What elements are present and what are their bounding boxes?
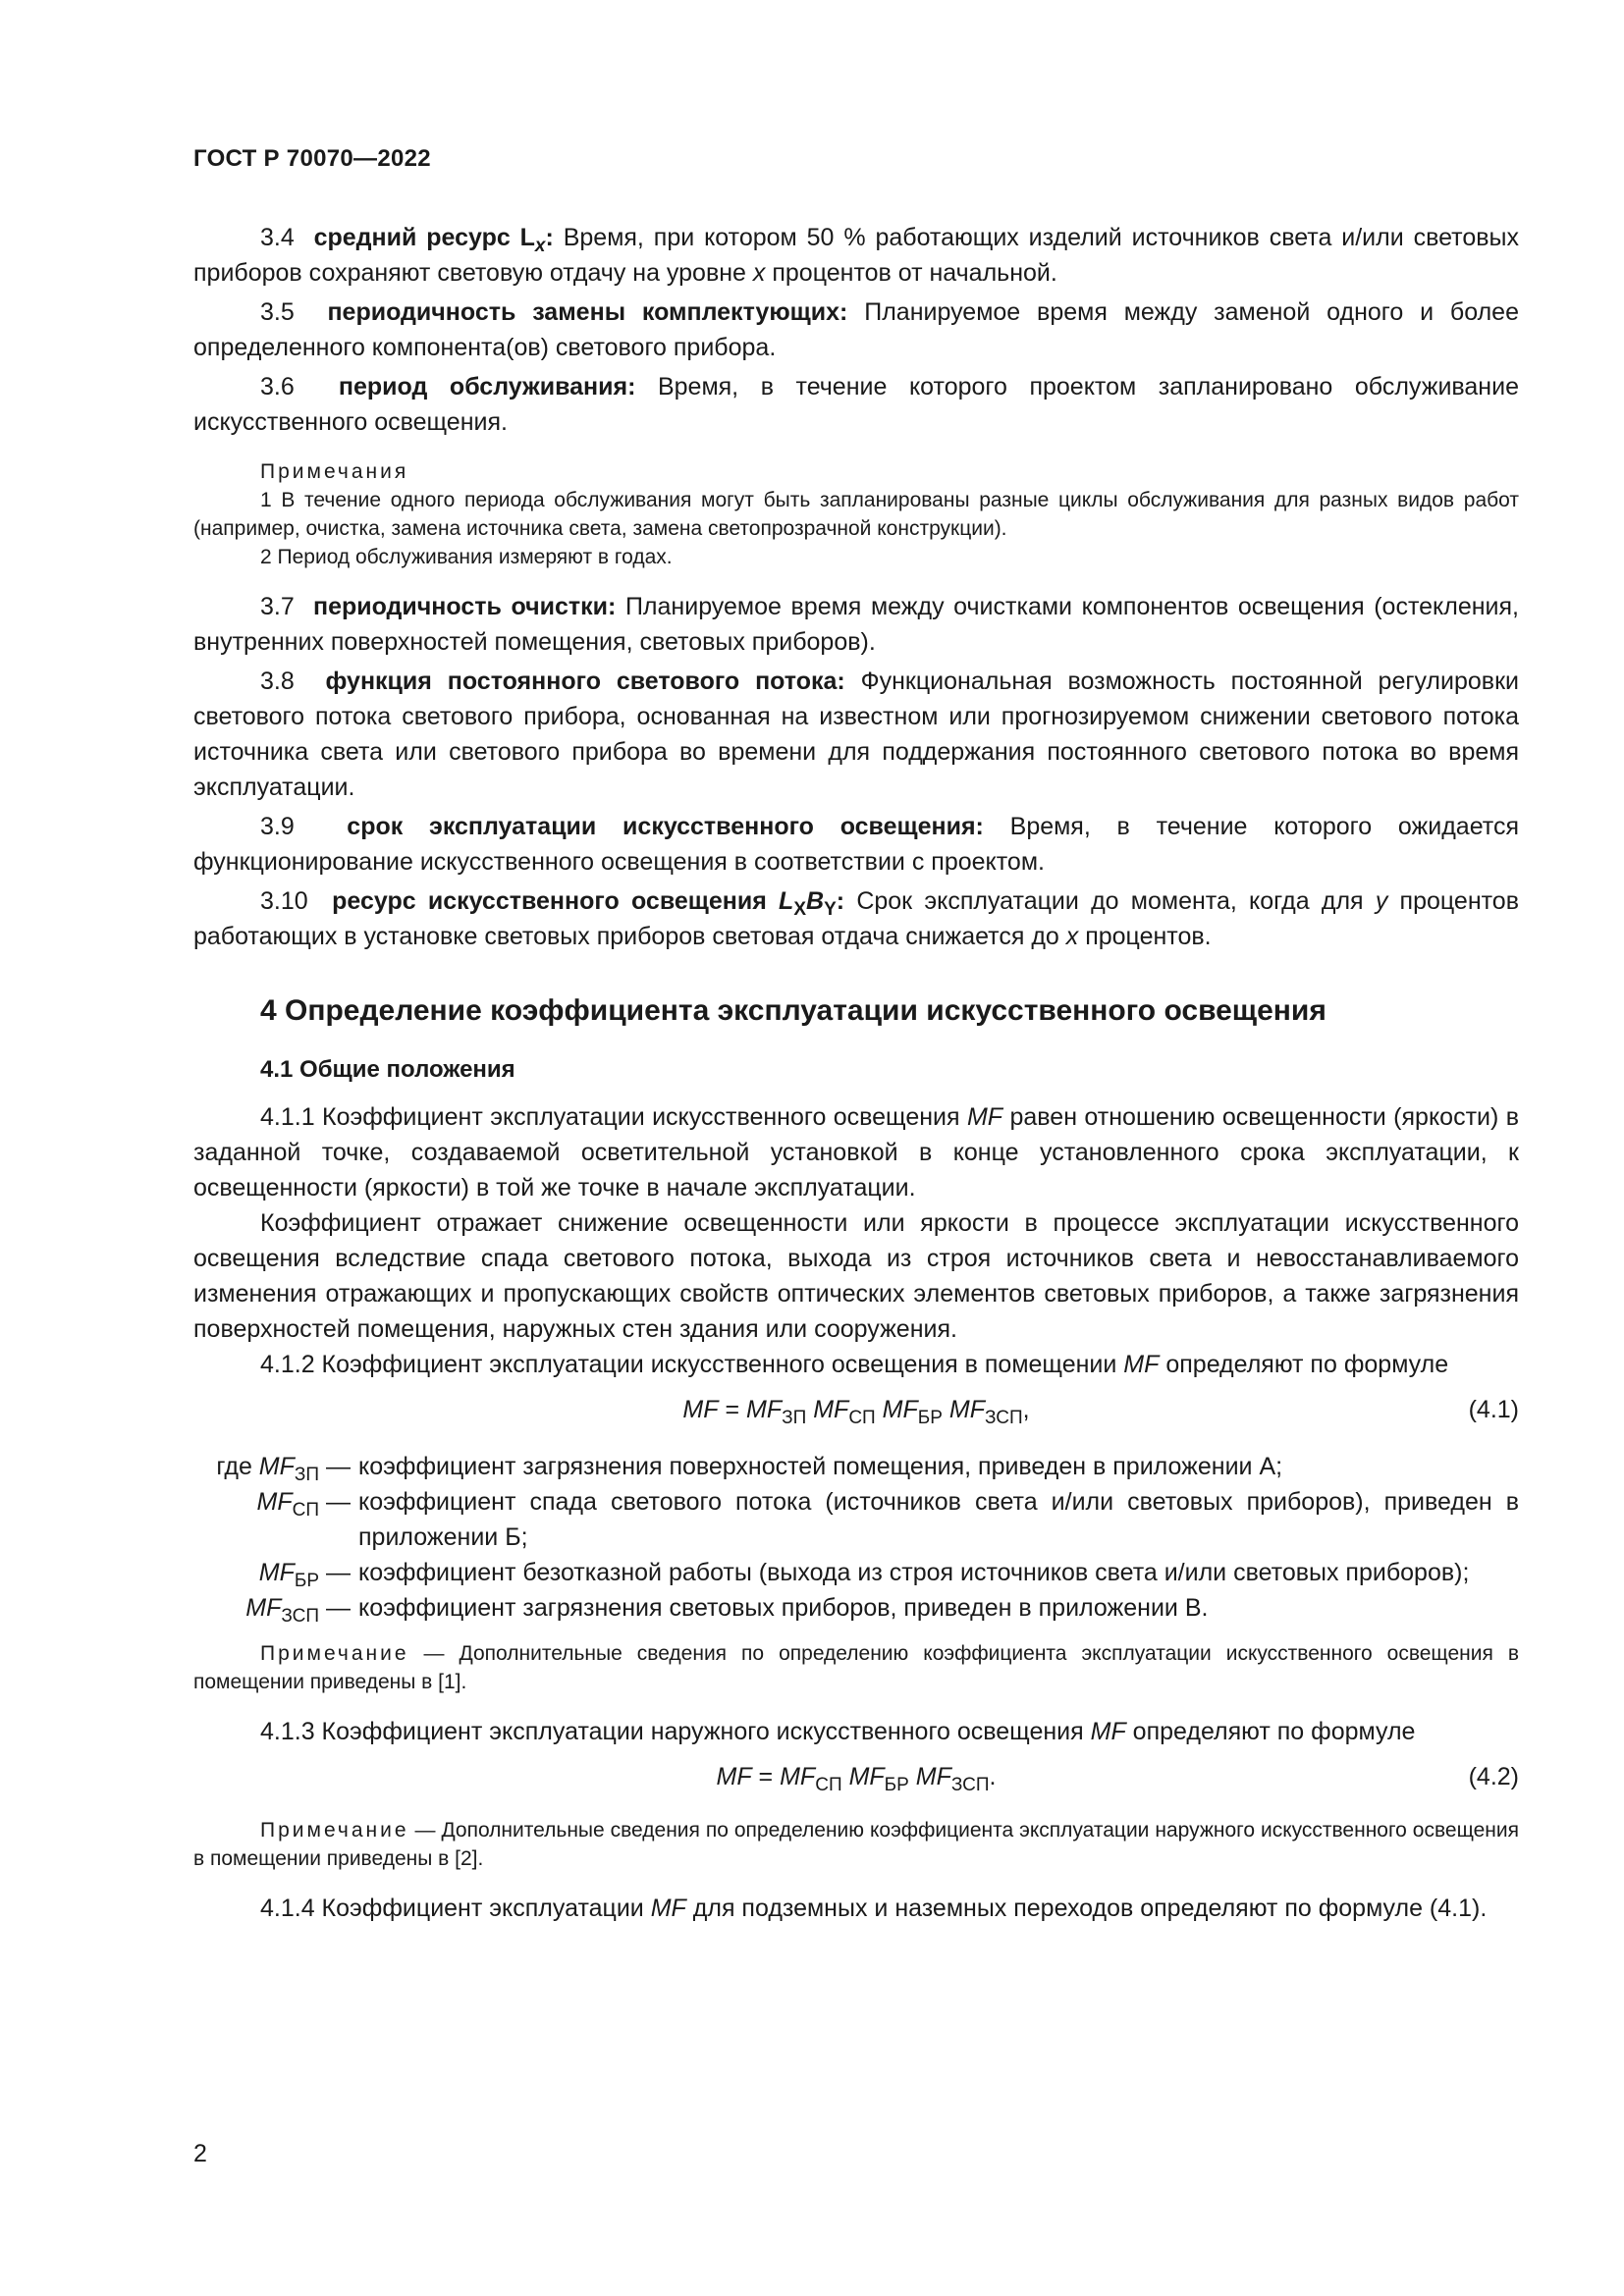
formula-number: (4.2) <box>1468 1763 1519 1790</box>
term-3-7: 3.7 периодичность очистки: Планируемое время между очистками компонентов освещения (остекления, внутренних поверхностей помещения, световых приборов). <box>193 593 1519 656</box>
note-4-1-2: Примечание — Дополнительные сведения по определению коэффициента эксплуатации искусственного освещения в помещении приведены в [1]. <box>193 1642 1519 1693</box>
document-header: ГОСТ Р 70070—2022 <box>193 145 431 172</box>
term-3-6: 3.6 период обслуживания: Время, в течение которого проектом запланировано обслуживание искусственного освещения. <box>193 373 1519 436</box>
formula-number: (4.1) <box>1468 1396 1519 1423</box>
term-3-10: 3.10 ресурс искусственного освещения $L_XB_Y$: Срок эксплуатации до момента, когда для y процентов работающих в установке световых приборов световая отдача снижается до x процентов. <box>193 887 1519 950</box>
para-4-1-2: 4.1.2 Коэффициент эксплуатации искусственного освещения в помещении MF определяют по формуле <box>260 1351 1449 1378</box>
term-3-8: 3.8 функция постоянного светового потока: Функциональная возможность постоянной регулировки светового потока светового прибора, основанная на известном или прогнозируемом снижении светового потока источника света или светового прибора во времени для поддержания постоянного светового потока во время эксплуатации. <box>193 667 1519 801</box>
notes-block <box>193 457 1519 571</box>
para-4-1-1: 4.1.1 Коэффициент эксплуатации искусственного освещения MF равен отношению освещенности (яркости) в заданной точке, создаваемой осветительной установкой в конце установленного срока эксплуатации, к освещенности (яркости) в той же точке в начале эксплуатации. <box>193 1103 1519 1201</box>
para-4-1-1-b: Коэффициент отражает снижение освещенности или яркости в процессе эксплуатации искусственного освещения вследствие спада светового потока, выхода из строя источников света и невосстанавливаемого изменения отражающих и пропускающих свойств оптических элементов световых приборов, а также загрязнения поверхностей помещения, наружных стен здания или сооружения. <box>193 1209 1519 1343</box>
def-text: коэффициент загрязнения поверхностей помещения, приведен в приложении А; <box>358 1453 1283 1480</box>
def-key: $MF_{СП}$ — <box>256 1488 351 1521</box>
page-number: 2 <box>193 2140 207 2167</box>
def-key: $MF_{БР}$ — <box>258 1559 351 1591</box>
note-item: 2 Период обслуживания измеряют в годах. <box>260 546 673 568</box>
notes-title: Примечания <box>260 460 409 483</box>
term-3-4: 3.4 средний ресурс $L_x$: Время, при котором 50 % работающих изделий источников света и/или световых приборов сохраняют световую отдачу на уровне x процентов от начальной. <box>193 224 1519 287</box>
formula-4-1 <box>193 1392 1519 1435</box>
section-4-heading: 4 Определение коэффициента эксплуатации искусственного освещения <box>260 994 1326 1027</box>
para-4-1-4: 4.1.4 Коэффициент эксплуатации MF для подземных и наземных переходов определяют по формуле (4.1). <box>260 1895 1488 1922</box>
formula-4-2 <box>193 1759 1519 1802</box>
term-3-5: 3.5 периодичность замены комплектующих: Планируемое время между заменой одного и более определенного компонента(ов) светового прибора. <box>193 298 1519 361</box>
formula-expression: MF = $MF_{ЗП}$ $MF_{СП}$ $MF_{БР}$ $MF_{ЗСП}$, <box>682 1396 1030 1428</box>
def-key: где $MF_{ЗП}$ — <box>216 1453 351 1485</box>
formula-definitions <box>193 1449 1519 1626</box>
note-item: 1 В течение одного периода обслуживания могут быть запланированы разные циклы обслуживания для разных видов работ (например, очистка, замена источника света, замена светопрозрачной конструкции). <box>193 489 1519 540</box>
def-text: коэффициент безотказной работы (выхода из строя источников света и/или световых приборов); <box>358 1559 1470 1586</box>
term-name: средний ресурс $L_x$: <box>313 224 554 256</box>
def-key: $MF_{ЗСП}$ — <box>245 1594 351 1627</box>
def-text: коэффициент загрязнения световых приборов, приведен в приложении В. <box>358 1594 1209 1622</box>
subsection-4-1-heading: 4.1 Общие положения <box>260 1056 515 1083</box>
note-4-1-3: Примечание — Дополнительные сведения по определению коэффициента эксплуатации наружного искусственного освещения в помещении приведены в [2]. <box>193 1819 1519 1870</box>
term-3-9: 3.9 срок эксплуатации искусственного освещения: Время, в течение которого ожидается функционирование искусственного освещения в соответствии с проектом. <box>193 813 1519 876</box>
document-body <box>193 220 1519 1926</box>
def-text: коэффициент спада светового потока (источников света и/или световых приборов), приведен в приложении Б; <box>358 1488 1519 1551</box>
para-4-1-3: 4.1.3 Коэффициент эксплуатации наружного искусственного освещения MF определяют по формуле <box>260 1718 1416 1745</box>
formula-expression: MF = $MF_{СП}$ $MF_{БР}$ $MF_{ЗСП}$. <box>716 1763 997 1795</box>
term-name: ресурс искусственного освещения $L_XB_Y$: <box>332 887 845 920</box>
